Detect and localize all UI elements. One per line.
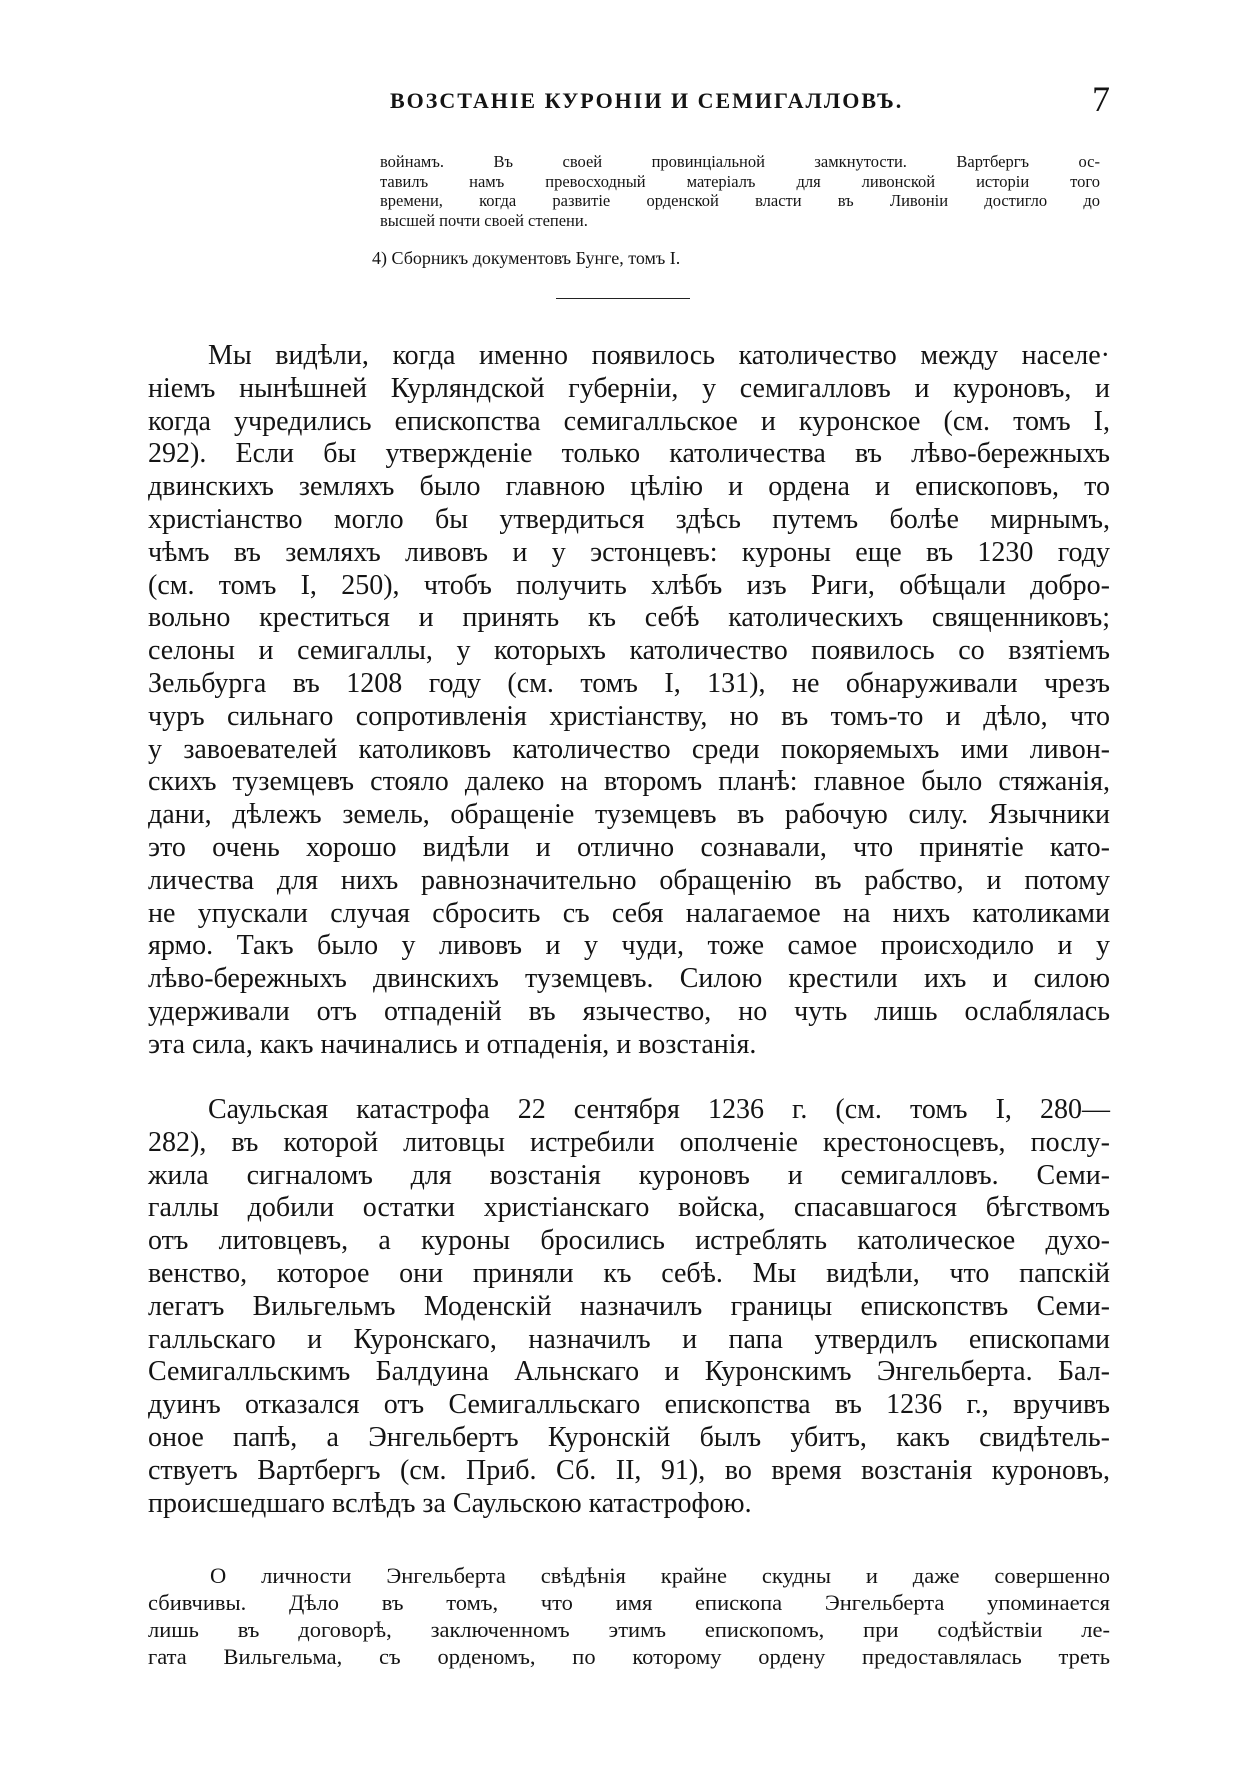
text-line: вольно креститься и принять къ себѣ католическихъ священниковъ;: [148, 602, 1110, 634]
text-line: двинскихъ земляхъ было главною цѣлію и ордена и епископовъ, то: [148, 471, 1110, 503]
text-line: не упускали случая сбросить съ себя налагаемое на нихъ католиками: [148, 897, 1110, 929]
text-line: галлы добили остатки христіанскаго войска, спасавшагося бѣгствомъ: [148, 1192, 1110, 1224]
text-line: Саульская катастрофа 22 сентября 1236 г. (см. томъ I, 280—: [208, 1094, 1110, 1125]
text-line: Семигалльскимъ Балдуина Альнскаго и Куронскимъ Энгельберта. Бал-: [148, 1356, 1110, 1388]
text-line: гата Вильгельма, съ орденомъ, по которому ордену предоставлялась треть: [148, 1644, 1110, 1669]
text-line: ярмо. Такъ было у ливовъ и у чуди, тоже самое происходило и у: [148, 930, 1110, 962]
text-line: 292). Если бы утвержденіе только католичества въ лѣво-бережныхъ: [148, 438, 1110, 470]
section-divider: [556, 298, 690, 299]
text-line: оное папѣ, а Энгельбертъ Куронскій былъ убитъ, какъ свидѣтель-: [148, 1421, 1110, 1453]
page-header: [200, 79, 1110, 124]
text-line: (см. томъ I, 250), чтобъ получить хлѣбъ изъ Риги, обѣщали добро-: [148, 569, 1110, 601]
text-line: дуинъ отказался отъ Семигалльскаго епископства въ 1236 г., вручивъ: [148, 1389, 1110, 1421]
text-line: венство, которое они приняли къ себѣ. Мы видѣли, что папскій: [148, 1257, 1110, 1289]
footnote-line: высшей почти своей степени.: [380, 210, 588, 230]
text-line: личества для нихъ равнозначительно обращенію въ рабство, и потому: [148, 864, 1110, 896]
text-line: ствуетъ Вартбергъ (см. Приб. Сб. II, 91), во время возстанія куроновъ,: [148, 1454, 1110, 1486]
body-paragraph-2: [148, 1094, 1110, 1520]
text-line: селоны и семигаллы, у которыхъ католичество появилось со взятіемъ: [148, 635, 1110, 667]
running-title: ВОЗСТАНІЕ КУРОНІИ И СЕМИГАЛЛОВЪ.: [390, 88, 904, 113]
text-line: отъ литовцевъ, а куроны бросились истреблять католическое духо-: [148, 1225, 1110, 1257]
body-paragraph-1: [148, 340, 1110, 1062]
text-line: жила сигналомъ для возстанія куроновъ и семигалловъ. Семи-: [148, 1159, 1110, 1191]
page-number: 7: [1092, 79, 1110, 119]
text-line: галльскаго и Куронскаго, назначилъ и папа утвердилъ епископами: [148, 1323, 1110, 1355]
text-line: лишь въ договорѣ, заключенномъ этимъ епископомъ, при содѣйствіи ле-: [148, 1617, 1110, 1642]
text-line: ніемъ нынѣшней Курляндской губерніи, у семигалловъ и куроновъ, и: [148, 372, 1110, 404]
text-line: это очень хорошо видѣли и отлично сознавали, что принятіе като-: [148, 831, 1110, 863]
text-line: удерживали отъ отпаденій въ язычество, но чуть лишь ослаблялась: [148, 995, 1110, 1027]
text-line: чуръ сильнаго сопротивленія христіанству, но въ томъ-то и дѣло, что: [148, 700, 1110, 732]
text-line: дани, дѣлежъ земель, обращеніе туземцевъ въ рабочую силу. Язычники: [148, 799, 1110, 831]
text-line: происшедшаго вслѣдъ за Саульскою катастрофою.: [148, 1487, 752, 1519]
footnote-line: времени, когда развитіе орденской власти въ Ливоніи достигло до: [380, 191, 1100, 210]
footnote-4: 4) Сборникъ документовъ Бунге, томъ I.: [372, 248, 681, 268]
text-line: О личности Энгельберта свѣдѣнія крайне скудны и даже совершенно: [210, 1563, 1110, 1588]
footnote-continuation: [380, 152, 1100, 230]
text-line: эта сила, какъ начинались и отпаденія, и возстанія.: [148, 1028, 757, 1060]
footnote-line: тавилъ намъ превосходный матеріалъ для ливонской исторіи того: [380, 171, 1100, 191]
text-line: скихъ туземцевъ стояло далеко на второмъ планѣ: главное было стяжанія,: [148, 766, 1110, 798]
footnote-line: войнамъ. Въ своей провинціальной замкнутости. Вартбергъ ос-: [380, 152, 1100, 171]
text-line: легатъ Вильгельмъ Моденскій назначилъ границы епископствъ Семи-: [148, 1290, 1110, 1322]
text-line: Мы видѣли, когда именно появилось католичество между населе·: [208, 340, 1110, 371]
small-print-paragraph: [148, 1562, 1110, 1670]
text-line: христіанство могло бы утвердиться здѣсь путемъ болѣе мирнымъ,: [148, 503, 1110, 535]
text-line: когда учредились епископства семигалльское и куронское (см. томъ I,: [148, 405, 1110, 437]
text-line: у завоевателей католиковъ католичество среди покоряемыхъ ими ливон-: [148, 733, 1110, 765]
text-line: чѣмъ въ земляхъ ливовъ и у эстонцевъ: куроны еще въ 1230 году: [148, 536, 1110, 568]
text-line: 282), въ которой литовцы истребили ополченіе крестоносцевъ, послу-: [148, 1126, 1110, 1158]
text-line: сбивчивы. Дѣло въ томъ, что имя епископа Энгельберта упоминается: [148, 1590, 1110, 1615]
text-line: Зельбурга въ 1208 году (см. томъ I, 131), не обнаруживали чрезъ: [148, 667, 1110, 699]
text-line: лѣво-бережныхъ двинскихъ туземцевъ. Силою крестили ихъ и силою: [148, 963, 1110, 995]
